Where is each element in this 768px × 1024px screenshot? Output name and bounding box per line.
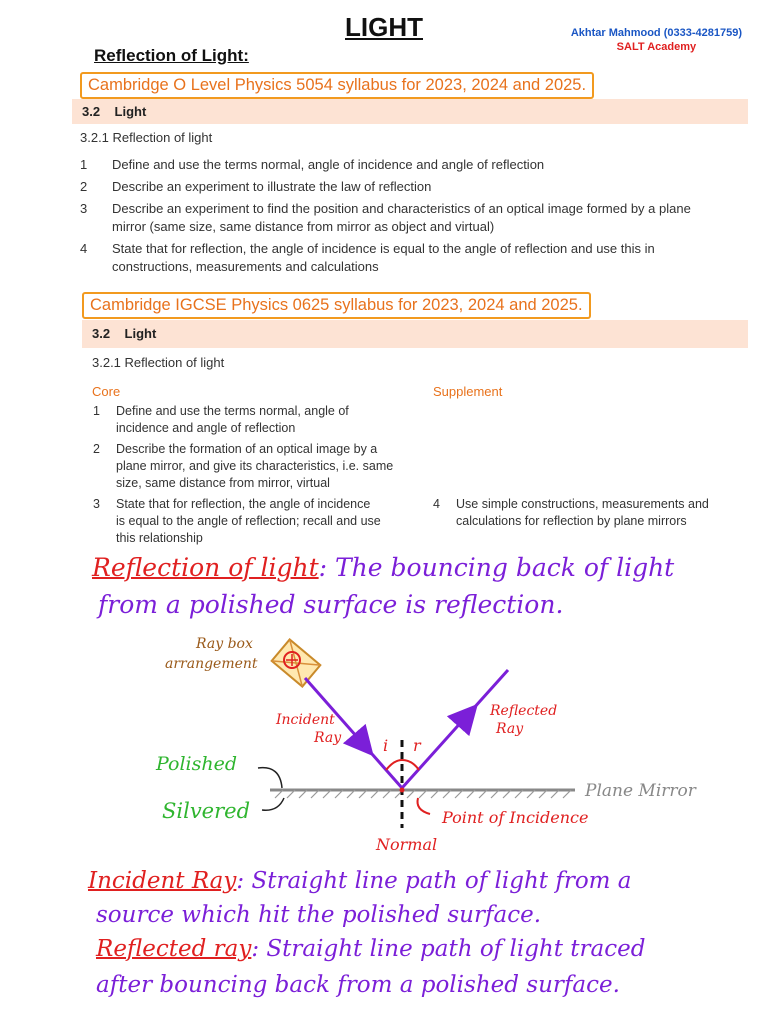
olevel-section-title: Light [114, 104, 147, 119]
reflected-definition-line-1 [96, 936, 645, 962]
silvered-label: Silvered [162, 799, 251, 823]
reflection-term: Reflection of light [92, 553, 319, 582]
incident-ray-arrow [358, 738, 364, 745]
incident-label-line-2: Ray [314, 730, 342, 746]
ray-box-label-line-2: arrangement [165, 656, 258, 672]
reflection-diagram [0, 620, 768, 865]
reflected-definition-line-2: after bouncing back from a polished surface. [96, 972, 620, 998]
igcse-banner: Cambridge IGCSE Physics 0625 syllabus for 2023, 2024 and 2025. [82, 292, 591, 319]
section-subtitle: Reflection of Light: [94, 46, 249, 65]
angle-r-label: r [413, 736, 421, 755]
incident-definition-line-1 [88, 868, 632, 894]
igcse-section-title: Light [124, 326, 157, 341]
reflected-def-text: : Straight line path of light traced [251, 936, 646, 962]
incident-def-text: : Straight line path of light from a [236, 868, 632, 894]
reflection-definition-line-1 [92, 553, 674, 582]
author-credit [571, 26, 742, 54]
core-item: 1 Define and use the terms normal, angle of incidence and angle of reflection [93, 404, 349, 435]
igcse-subsection: 3.2.1 Reflection of light [92, 355, 225, 370]
supplement-item: 4 Use simple constructions, measurements and calculations for reflection by plane mirrors [433, 497, 709, 528]
supplement-heading: Supplement [433, 384, 503, 399]
core-heading: Core [92, 384, 121, 399]
silvered-pointer [262, 798, 284, 810]
olevel-item: 4 State that for reflection, the angle of incidence is equal to the angle of reflection and use this in constructions, measurements and calculations [80, 241, 655, 274]
polished-label: Polished [156, 753, 238, 775]
olevel-banner: Cambridge O Level Physics 5054 syllabus for 2023, 2024 and 2025. [80, 72, 594, 99]
normal-label: Normal [376, 835, 438, 854]
point-of-incidence-label: Point of Incidence [442, 808, 589, 827]
reflection-definition-line-2: from a polished surface is reflection. [98, 590, 564, 619]
academy-name: SALT Academy [616, 41, 697, 53]
igcse-section-number: 3.2 [92, 326, 111, 341]
polished-pointer [258, 768, 282, 788]
igcse-section-band [82, 320, 748, 348]
angle-r-arc [402, 760, 419, 770]
reflected-ray-arrow [460, 715, 468, 724]
core-item: 2 Describe the formation of an optical image by a plane mirror, and give its characteristics, i.e. same size, same distance from mirror, virtual [93, 442, 394, 490]
page-title: LIGHT [345, 12, 423, 42]
olevel-section-number: 3.2 [82, 104, 101, 119]
reflected-label-line-1: Reflected [490, 703, 558, 719]
olevel-section-band [72, 99, 748, 124]
reflected-term: Reflected ray [96, 936, 252, 962]
core-item: 3 State that for reflection, the angle of incidence is equal to the angle of reflection; recall and use this relationship [93, 497, 381, 545]
ray-box-icon [272, 639, 321, 686]
author-name: Akhtar Mahmood (0333-4281759) [570, 27, 742, 39]
incident-term: Incident Ray [88, 868, 237, 894]
incident-definition-line-2: source which hit the polished surface. [96, 902, 542, 928]
reflection-def-text: : The bouncing back of light [318, 553, 675, 582]
reflected-label-line-2: Ray [496, 721, 524, 737]
olevel-item: 3 Describe an experiment to find the position and characteristics of an optical image formed by a plane mirror (same size, same distance from mirror as object and virtual) [80, 201, 691, 234]
reflected-ray [402, 670, 508, 788]
plane-mirror-label: Plane Mirror [585, 781, 696, 801]
olevel-item: 2 Describe an experiment to illustrate the law of reflection [80, 179, 432, 194]
olevel-subsection: 3.2.1 Reflection of light [80, 130, 213, 145]
point-of-incidence-marker [400, 788, 405, 793]
ray-box-label-line-1: Ray box [196, 636, 253, 652]
incident-label-line-1: Incident [276, 712, 335, 728]
angle-i-arc [386, 760, 402, 770]
angle-i-label: i [383, 736, 389, 755]
olevel-item: 1 Define and use the terms normal, angle of incidence and angle of reflection [80, 157, 545, 172]
point-of-incidence-pointer [418, 798, 431, 814]
